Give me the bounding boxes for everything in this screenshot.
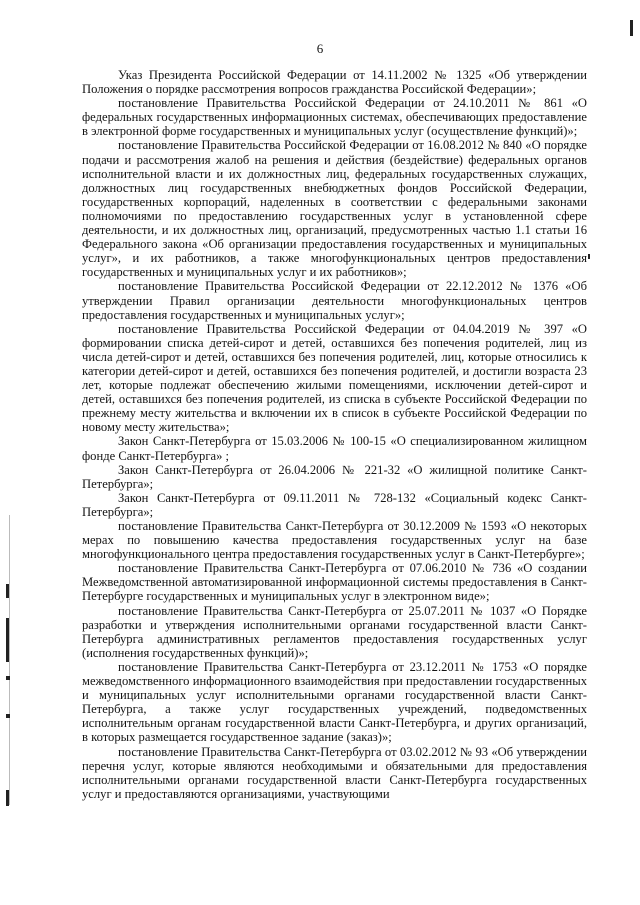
paragraph: постановление Правительства Санкт-Петербурга от 03.02.2012 № 93 «Об утверждении перечня услуг, которые являются необходимыми и обязательными для предоставления исполнительными органами государственной власти Санкт-Петербурга государственных услуг и предоставляются организациями, участвующими xyxy=(82,744,587,801)
paragraph: Закон Санкт-Петербурга от 09.11.2011 № 728-132 «Социальный кодекс Санкт-Петербурга»; xyxy=(82,490,587,519)
paragraph: постановление Правительства Российской Федерации от 04.04.2019 № 397 «О формировании списка детей-сирот и детей, оставшихся без попечения родителей, лиц из числа детей-сирот и детей, оставшихся без попечения родителей, лиц, которые относились к категории детей-сирот и детей, оставшихся без попечения родителей, и достигли возраста 23 лет, которые подлежат обеспечению жилыми помещениями, исключении детей-сирот и детей, оставшихся без попечения родителей, из списка в субъекте Российской Федерации по прежнему месту жительства и включении их в список в субъекте Российской Федерации по новому месту жительства»; xyxy=(82,321,587,435)
paragraph: Закон Санкт-Петербурга от 15.03.2006 № 100-15 «О специализированном жилищном фонде Санкт-Петербурга» ; xyxy=(82,434,587,463)
paragraph: постановление Правительства Санкт-Петербурга от 07.06.2010 № 736 «О создании Межведомственной автоматизированной информационной системы предоставления в Санкт-Петербурге государственных и муниципальных услуг в электронном виде»; xyxy=(82,561,587,604)
scan-artifact-left-mark xyxy=(6,790,9,806)
page-number: 6 xyxy=(316,41,324,56)
document-body xyxy=(82,68,587,801)
paragraph: постановление Правительства Российской Федерации от 16.08.2012 № 840 «О порядке подачи и рассмотрения жалоб на решения и действия (бездействие) федеральных органов исполнительной власти и их должностных лиц, федеральных государственных служащих, должностных лиц государственных внебюджетных фондов Российской Федерации, государственных корпораций, наделенных в соответствии с федеральными законами полномочиями по предоставлению государственных услуг в установленной сфере деятельности, и их должностных лиц, организаций, предусмотренных частью 1.1 статьи 16 Федерального закона «Об организации предоставления государственных и муниципальных услуг», и их работников, а также многофункциональных центров предоставления государственных и муниципальных услуг и их работников»; xyxy=(82,138,587,280)
scan-artifact-left-mark xyxy=(6,714,10,718)
scan-artifact-text-mark xyxy=(588,254,590,259)
paragraph: Указ Президента Российской Федерации от 14.11.2002 № 1325 «Об утверждении Положения о порядке рассмотрения вопросов гражданства Российской Федерации»; xyxy=(82,68,587,97)
paragraph: Закон Санкт-Петербурга от 26.04.2006 № 221-32 «О жилищной политике Санкт-Петербурга»; xyxy=(82,462,587,491)
paragraph: постановление Правительства Российской Федерации от 24.10.2011 № 861 «О федеральных государственных информационных системах, обеспечивающих предоставление в электронной форме государственных и муниципальных услуг (осуществление функций)»; xyxy=(82,96,587,139)
paragraph: постановление Правительства Российской Федерации от 22.12.2012 № 1376 «Об утверждении Правил организации деятельности многофункциональных центров предоставления государственных и муниципальных услуг»; xyxy=(82,279,587,322)
scan-artifact-left-line xyxy=(9,515,10,805)
paragraph: постановление Правительства Санкт-Петербурга от 30.12.2009 № 1593 «О некоторых мерах по повышению качества предоставления государственных услуг на базе многофункционального центра предоставления государственных услуг в Санкт-Петербурге»; xyxy=(82,519,587,562)
scan-artifact-right-edge xyxy=(630,20,633,36)
scan-artifact-left-mark xyxy=(6,676,10,680)
paragraph: постановление Правительства Санкт-Петербурга от 25.07.2011 № 1037 «О Порядке разработки и утверждения исполнительными органами государственной власти Санкт-Петербурга административных регламентов предоставления государственных услуг (исполнения государственных функций)»; xyxy=(82,603,587,660)
scan-artifact-left-mark xyxy=(6,584,9,598)
scan-artifact-left-mark xyxy=(6,618,9,662)
paragraph: постановление Правительства Санкт-Петербурга от 23.12.2011 № 1753 «О порядке межведомственного информационного взаимодействия при предоставлении государственных и муниципальных услуг исполнительными органами государственной власти Санкт-Петербурга, а также услуг государственных учреждений, подведомственных исполнительным органам государственной власти Санкт-Петербурга, и других организаций, в которых размещается государственное задание (заказ)»; xyxy=(82,659,587,745)
